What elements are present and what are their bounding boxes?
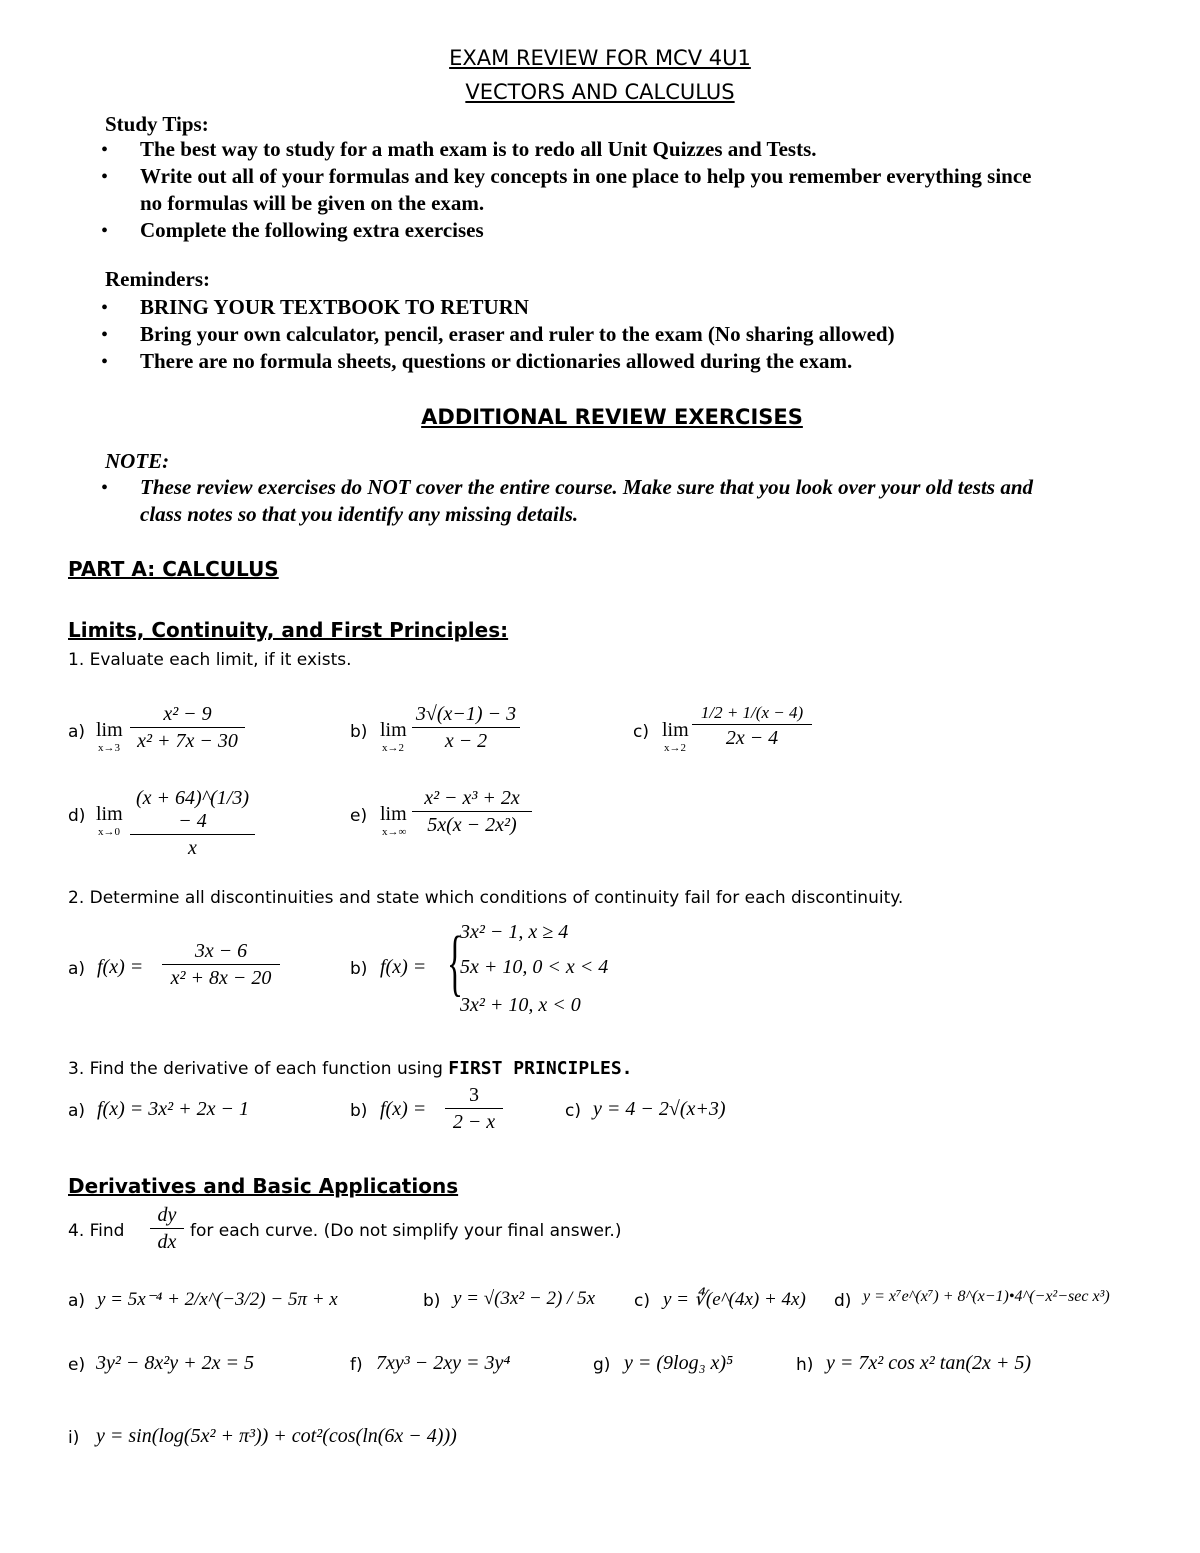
denominator: 5x(x − 2x²) bbox=[427, 814, 517, 836]
note-line-1: These review exercises do NOT cover the entire course. Make sure that you look over your old tests and bbox=[140, 475, 1033, 499]
bullet-icon: • bbox=[101, 220, 109, 242]
bullet-icon: • bbox=[101, 477, 109, 499]
bullet-icon: • bbox=[101, 166, 109, 188]
question-3-emphasis: FIRST PRINCIPLES. bbox=[448, 1058, 633, 1079]
label-i: i) bbox=[68, 1428, 80, 1448]
fraction bbox=[445, 1084, 503, 1134]
fraction bbox=[130, 787, 255, 860]
lim-subscript: x→2 bbox=[382, 742, 404, 754]
label-c: c) bbox=[634, 1291, 650, 1311]
label-e: e) bbox=[68, 1355, 86, 1375]
study-tip-2: Write out all of your formulas and key concepts in one place to help you remember everything since bbox=[140, 164, 1032, 188]
question-3 bbox=[68, 1058, 633, 1079]
label-d: d) bbox=[68, 806, 86, 826]
expression: y = 5x⁻⁴ + 2/x^(−3/2) − 5π + x bbox=[97, 1289, 338, 1310]
denominator: dx bbox=[157, 1231, 177, 1253]
label-b: b) bbox=[350, 722, 368, 742]
question-4-prefix: 4. Find bbox=[68, 1221, 125, 1241]
lim-subscript: x→3 bbox=[98, 742, 120, 754]
numerator: (x + 64)^(1/3) − 4 bbox=[130, 787, 255, 835]
numerator: x² − x³ + 2x bbox=[412, 787, 532, 812]
label-a: a) bbox=[68, 722, 86, 742]
reminder-1: BRING YOUR TEXTBOOK TO RETURN bbox=[140, 295, 529, 319]
fraction bbox=[692, 703, 812, 750]
label-a: a) bbox=[68, 959, 86, 979]
expression: y = x⁷e^(x⁷) + 8^(x−1)•4^(−x²−sec x³) bbox=[863, 1288, 1110, 1305]
study-tip-2-cont: no formulas will be given on the exam. bbox=[140, 191, 485, 215]
lim-text: lim bbox=[96, 719, 123, 741]
denominator: x² + 8x − 20 bbox=[170, 967, 272, 989]
note-heading: NOTE: bbox=[105, 449, 170, 473]
function-lhs: f(x) = bbox=[380, 1098, 427, 1120]
piecewise-case-3: 3x² + 10, x < 0 bbox=[460, 994, 581, 1016]
label-c: c) bbox=[565, 1101, 581, 1121]
fraction bbox=[412, 703, 520, 753]
piecewise-case-1: 3x² − 1, x ≥ 4 bbox=[460, 921, 569, 943]
additional-title: ADDITIONAL REVIEW EXERCISES bbox=[421, 405, 803, 429]
label-a: a) bbox=[68, 1291, 86, 1311]
question-3-text: 3. Find the derivative of each function using bbox=[68, 1059, 449, 1079]
bullet-icon: • bbox=[101, 324, 109, 346]
note-line-2: class notes so that you identify any missing details. bbox=[140, 502, 579, 526]
study-tip-3: Complete the following extra exercises bbox=[140, 218, 484, 242]
expression: 7xy³ − 2xy = 3y⁴ bbox=[376, 1352, 511, 1374]
numerator: 3 bbox=[445, 1084, 503, 1109]
reminders-heading: Reminders: bbox=[105, 267, 210, 291]
lim-text: lim bbox=[662, 719, 689, 741]
lim-text: lim bbox=[380, 719, 407, 741]
label-d: d) bbox=[834, 1291, 852, 1311]
page-title: EXAM REVIEW FOR MCV 4U1 bbox=[449, 46, 751, 70]
label-b: b) bbox=[350, 959, 368, 979]
expression: y = √(3x² − 2) / 5x bbox=[453, 1288, 595, 1309]
brace-icon: { bbox=[447, 922, 463, 1004]
label-h: h) bbox=[796, 1355, 814, 1375]
fraction bbox=[130, 703, 245, 753]
study-tips-heading: Study Tips: bbox=[105, 112, 209, 136]
bullet-icon: • bbox=[101, 351, 109, 373]
expression: y = ∜(e^(4x) + 4x) bbox=[663, 1289, 806, 1310]
denominator: x bbox=[188, 837, 197, 859]
label-g: g) bbox=[593, 1355, 611, 1375]
lim-subscript: x→0 bbox=[98, 826, 120, 838]
bullet-icon: • bbox=[101, 297, 109, 319]
denominator: 2x − 4 bbox=[725, 727, 779, 749]
label-e: e) bbox=[350, 806, 368, 826]
lim-text: lim bbox=[380, 803, 407, 825]
question-2: 2. Determine all discontinuities and state which conditions of continuity fail for each discontinuity. bbox=[68, 888, 904, 908]
expression: y = 4 − 2√(x+3) bbox=[593, 1098, 726, 1120]
expression: f(x) = 3x² + 2x − 1 bbox=[97, 1098, 249, 1120]
section-limits: Limits, Continuity, and First Principles: bbox=[68, 618, 509, 642]
lim-text: lim bbox=[96, 803, 123, 825]
piecewise-case-2: 5x + 10, 0 < x < 4 bbox=[460, 956, 609, 978]
denominator: x² + 7x − 30 bbox=[137, 730, 238, 752]
fraction bbox=[412, 787, 532, 837]
label-c: c) bbox=[633, 722, 649, 742]
study-tip-1: The best way to study for a math exam is to redo all Unit Quizzes and Tests. bbox=[140, 137, 817, 161]
numerator: dy bbox=[150, 1204, 184, 1229]
label-f: f) bbox=[350, 1355, 363, 1375]
lim-subscript: x→∞ bbox=[382, 826, 407, 838]
numerator: x² − 9 bbox=[130, 703, 245, 728]
question-1: 1. Evaluate each limit, if it exists. bbox=[68, 650, 352, 670]
fraction bbox=[162, 940, 280, 990]
label-b: b) bbox=[350, 1101, 368, 1121]
expression: 3y² − 8x²y + 2x = 5 bbox=[96, 1352, 254, 1374]
question-4-suffix: for each curve. (Do not simplify your final answer.) bbox=[190, 1221, 622, 1241]
derivative-fraction bbox=[150, 1204, 184, 1254]
page-subtitle: VECTORS AND CALCULUS bbox=[465, 80, 735, 104]
denominator: 2 − x bbox=[452, 1111, 496, 1133]
function-lhs: f(x) = bbox=[380, 956, 427, 978]
expression: y = 7x² cos x² tan(2x + 5) bbox=[826, 1352, 1032, 1374]
numerator: 3√(x−1) − 3 bbox=[412, 703, 520, 728]
part-a-title: PART A: CALCULUS bbox=[68, 557, 279, 581]
expression: y = sin(log(5x² + π³)) + cot²(cos(ln(6x − 4))) bbox=[96, 1425, 457, 1447]
lim-subscript: x→2 bbox=[664, 742, 686, 754]
section-derivatives: Derivatives and Basic Applications bbox=[68, 1174, 459, 1198]
label-a: a) bbox=[68, 1101, 86, 1121]
denominator: x − 2 bbox=[444, 730, 488, 752]
function-lhs: f(x) = bbox=[97, 956, 144, 978]
reminder-3: There are no formula sheets, questions or dictionaries allowed during the exam. bbox=[140, 349, 853, 373]
expression: y = (9log₃ x)⁵ bbox=[624, 1352, 734, 1374]
numerator: 1/2 + 1/(x − 4) bbox=[692, 703, 812, 725]
reminder-2: Bring your own calculator, pencil, eraser and ruler to the exam (No sharing allowed) bbox=[140, 322, 895, 346]
numerator: 3x − 6 bbox=[162, 940, 280, 965]
label-b: b) bbox=[423, 1291, 441, 1311]
bullet-icon: • bbox=[101, 139, 109, 161]
